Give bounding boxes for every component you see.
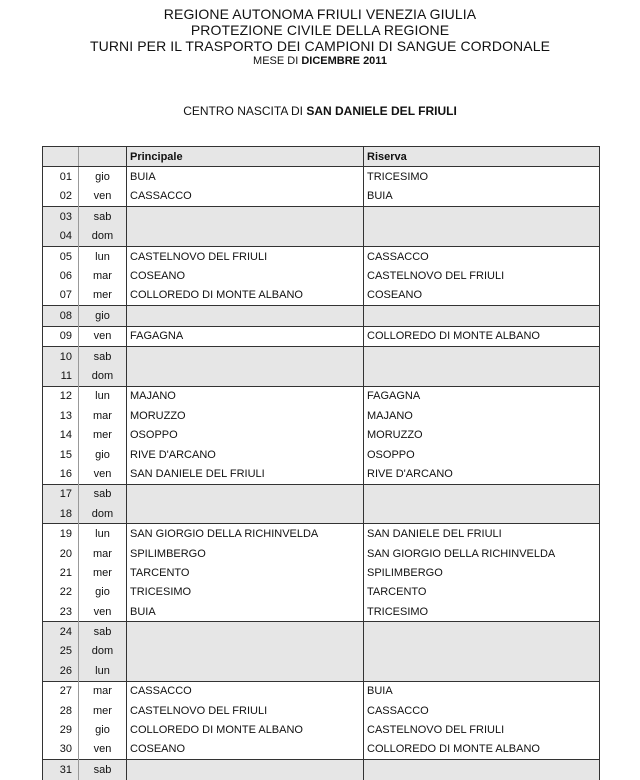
day-number: 24 <box>43 622 79 642</box>
center-name: SAN DANIELE DEL FRIULI <box>306 104 457 118</box>
weekday: mar <box>79 406 127 425</box>
day-number: 23 <box>43 602 79 622</box>
riserva-cell <box>364 346 600 366</box>
principale-cell <box>127 642 364 661</box>
table-row <box>43 583 600 602</box>
riserva-cell: COLLOREDO DI MONTE ALBANO <box>364 326 600 346</box>
principale-cell: FAGAGNA <box>127 326 364 346</box>
day-number: 13 <box>43 406 79 425</box>
table-row <box>43 720 600 739</box>
day-number: 09 <box>43 326 79 346</box>
table-row <box>43 642 600 661</box>
riserva-cell <box>364 760 600 780</box>
table-row <box>43 366 600 386</box>
table-row <box>43 346 600 366</box>
riserva-cell: RIVE D'ARCANO <box>364 464 600 484</box>
principale-cell <box>127 306 364 326</box>
riserva-cell: CASSACCO <box>364 246 600 266</box>
day-number: 02 <box>43 187 79 207</box>
day-number: 03 <box>43 207 79 227</box>
weekday: mer <box>79 563 127 582</box>
day-number: 21 <box>43 563 79 582</box>
weekday: mar <box>79 266 127 285</box>
header-riserva: Riserva <box>364 147 600 167</box>
table-body <box>43 167 600 780</box>
weekday: lun <box>79 246 127 266</box>
day-number: 08 <box>43 306 79 326</box>
table-row <box>43 227 600 247</box>
weekday: lun <box>79 524 127 544</box>
principale-cell: MORUZZO <box>127 406 364 425</box>
day-number: 25 <box>43 642 79 661</box>
principale-cell: CASTELNOVO DEL FRIULI <box>127 701 364 720</box>
principale-cell: COSEANO <box>127 740 364 760</box>
weekday: gio <box>79 445 127 464</box>
table-row <box>43 661 600 681</box>
table-row <box>43 622 600 642</box>
day-number: 05 <box>43 246 79 266</box>
riserva-cell: CASSACCO <box>364 701 600 720</box>
weekday: ven <box>79 602 127 622</box>
principale-cell <box>127 504 364 524</box>
weekday: sab <box>79 207 127 227</box>
riserva-cell: BUIA <box>364 187 600 207</box>
table-row <box>43 484 600 504</box>
principale-cell <box>127 346 364 366</box>
riserva-cell: MORUZZO <box>364 425 600 444</box>
day-number: 26 <box>43 661 79 681</box>
center-title <box>0 104 640 118</box>
table-row <box>43 740 600 760</box>
weekday: ven <box>79 740 127 760</box>
riserva-cell <box>364 366 600 386</box>
riserva-cell: COSEANO <box>364 286 600 306</box>
principale-cell: CASSACCO <box>127 187 364 207</box>
month-value: DICEMBRE 2011 <box>301 55 387 67</box>
table-row <box>43 464 600 484</box>
table-row <box>43 524 600 544</box>
weekday: mar <box>79 544 127 563</box>
weekday: ven <box>79 464 127 484</box>
table-row <box>43 326 600 346</box>
weekday: sab <box>79 622 127 642</box>
day-number: 28 <box>43 701 79 720</box>
day-number: 17 <box>43 484 79 504</box>
table-row <box>43 386 600 406</box>
principale-cell <box>127 207 364 227</box>
riserva-cell: SPILIMBERGO <box>364 563 600 582</box>
day-number: 27 <box>43 681 79 701</box>
weekday: ven <box>79 187 127 207</box>
riserva-cell <box>364 227 600 247</box>
principale-cell: CASTELNOVO DEL FRIULI <box>127 246 364 266</box>
principale-cell: COLLOREDO DI MONTE ALBANO <box>127 286 364 306</box>
riserva-cell: BUIA <box>364 681 600 701</box>
weekday: mer <box>79 425 127 444</box>
weekday: mar <box>79 681 127 701</box>
riserva-cell: COLLOREDO DI MONTE ALBANO <box>364 740 600 760</box>
riserva-cell <box>364 622 600 642</box>
day-number: 29 <box>43 720 79 739</box>
table-row <box>43 246 600 266</box>
table-row <box>43 406 600 425</box>
weekday: dom <box>79 642 127 661</box>
principale-cell: BUIA <box>127 167 364 187</box>
table-row <box>43 760 600 780</box>
riserva-cell: TARCENTO <box>364 583 600 602</box>
weekday: gio <box>79 583 127 602</box>
center-prefix: CENTRO NASCITA DI <box>183 104 303 118</box>
weekday: mer <box>79 701 127 720</box>
day-number: 06 <box>43 266 79 285</box>
riserva-cell <box>364 207 600 227</box>
table-row <box>43 207 600 227</box>
day-number: 01 <box>43 167 79 187</box>
principale-cell: COLLOREDO DI MONTE ALBANO <box>127 720 364 739</box>
day-number: 14 <box>43 425 79 444</box>
riserva-cell: TRICESIMO <box>364 602 600 622</box>
riserva-cell: OSOPPO <box>364 445 600 464</box>
principale-cell: COSEANO <box>127 266 364 285</box>
principale-cell: SAN DANIELE DEL FRIULI <box>127 464 364 484</box>
day-number: 04 <box>43 227 79 247</box>
principale-cell <box>127 484 364 504</box>
day-number: 22 <box>43 583 79 602</box>
table-row <box>43 563 600 582</box>
principale-cell: RIVE D'ARCANO <box>127 445 364 464</box>
day-number: 10 <box>43 346 79 366</box>
riserva-cell: MAJANO <box>364 406 600 425</box>
principale-cell: TARCENTO <box>127 563 364 582</box>
header-principale: Principale <box>127 147 364 167</box>
riserva-cell: SAN GIORGIO DELLA RICHINVELDA <box>364 544 600 563</box>
weekday: sab <box>79 484 127 504</box>
principale-cell <box>127 661 364 681</box>
table-row <box>43 266 600 285</box>
weekday: ven <box>79 326 127 346</box>
table-row <box>43 544 600 563</box>
principale-cell: CASSACCO <box>127 681 364 701</box>
principale-cell <box>127 366 364 386</box>
day-number: 16 <box>43 464 79 484</box>
principale-cell: SAN GIORGIO DELLA RICHINVELDA <box>127 524 364 544</box>
header-month <box>0 54 640 68</box>
riserva-cell <box>364 306 600 326</box>
riserva-cell <box>364 484 600 504</box>
table-row <box>43 425 600 444</box>
principale-cell: BUIA <box>127 602 364 622</box>
day-number: 30 <box>43 740 79 760</box>
table-row <box>43 306 600 326</box>
table-row <box>43 504 600 524</box>
principale-cell <box>127 227 364 247</box>
header-num <box>43 147 79 167</box>
table-row <box>43 445 600 464</box>
weekday: dom <box>79 504 127 524</box>
riserva-cell: TRICESIMO <box>364 167 600 187</box>
header-line-protezione: PROTEZIONE CIVILE DELLA REGIONE <box>190 22 450 38</box>
principale-cell: TRICESIMO <box>127 583 364 602</box>
weekday: lun <box>79 661 127 681</box>
table-row <box>43 286 600 306</box>
weekday: dom <box>79 366 127 386</box>
principale-cell <box>127 760 364 780</box>
riserva-cell <box>364 661 600 681</box>
header-line-turni: TURNI PER IL TRASPORTO DEI CAMPIONI DI SANGUE CORDONALE <box>89 38 551 54</box>
riserva-cell <box>364 504 600 524</box>
principale-cell: OSOPPO <box>127 425 364 444</box>
day-number: 18 <box>43 504 79 524</box>
principale-cell: MAJANO <box>127 386 364 406</box>
day-number: 19 <box>43 524 79 544</box>
riserva-cell: CASTELNOVO DEL FRIULI <box>364 720 600 739</box>
table-row <box>43 701 600 720</box>
riserva-cell: FAGAGNA <box>364 386 600 406</box>
weekday: gio <box>79 167 127 187</box>
day-number: 31 <box>43 760 79 780</box>
header-day <box>79 147 127 167</box>
weekday: sab <box>79 760 127 780</box>
riserva-cell <box>364 642 600 661</box>
riserva-cell: SAN DANIELE DEL FRIULI <box>364 524 600 544</box>
table-row <box>43 167 600 187</box>
riserva-cell: CASTELNOVO DEL FRIULI <box>364 266 600 285</box>
principale-cell: SPILIMBERGO <box>127 544 364 563</box>
day-number: 20 <box>43 544 79 563</box>
weekday: gio <box>79 720 127 739</box>
weekday: lun <box>79 386 127 406</box>
shift-table <box>42 146 600 780</box>
weekday: sab <box>79 346 127 366</box>
month-prefix: MESE DI <box>253 55 299 67</box>
table-row <box>43 681 600 701</box>
table-row <box>43 602 600 622</box>
weekday: gio <box>79 306 127 326</box>
day-number: 11 <box>43 366 79 386</box>
day-number: 15 <box>43 445 79 464</box>
weekday: mer <box>79 286 127 306</box>
header-line-region: REGIONE AUTONOMA FRIULI VENEZIA GIULIA <box>163 6 477 22</box>
document-header <box>0 6 640 68</box>
day-number: 07 <box>43 286 79 306</box>
weekday: dom <box>79 227 127 247</box>
table-row <box>43 187 600 207</box>
day-number: 12 <box>43 386 79 406</box>
principale-cell <box>127 622 364 642</box>
table-header-row <box>43 147 600 167</box>
